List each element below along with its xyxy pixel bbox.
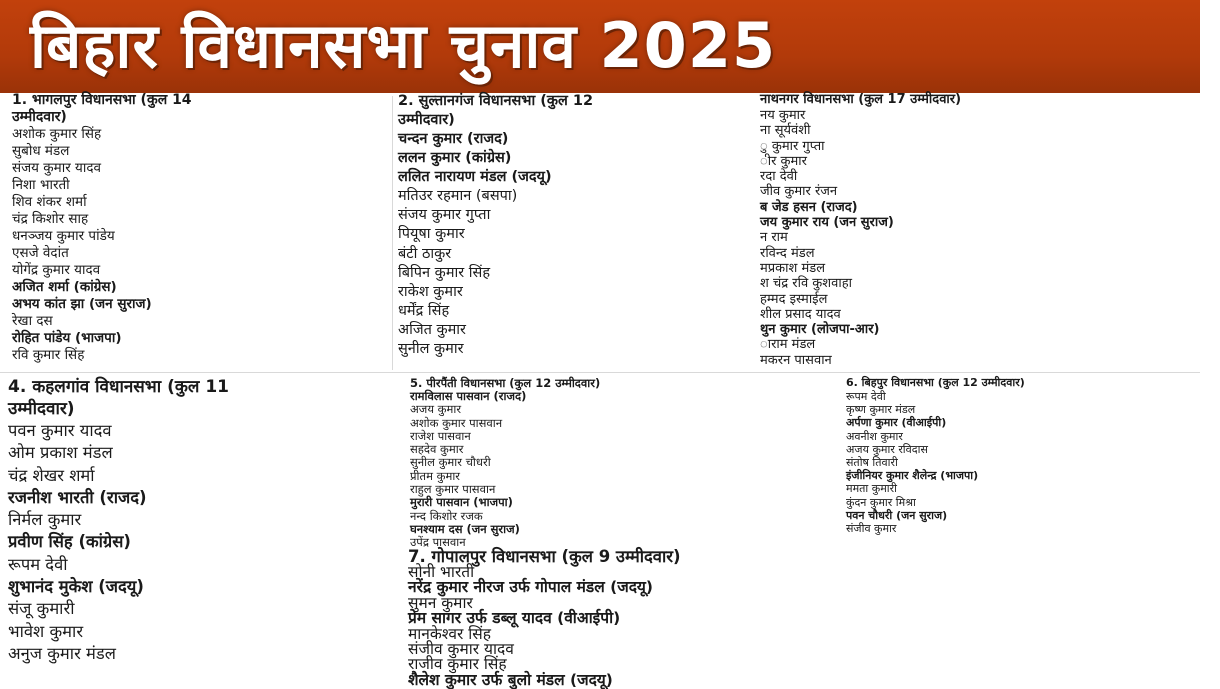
candidate-name: सुमन कुमार [408,593,473,612]
candidate-name: हम्मद इस्माईल [760,291,828,307]
candidate-name: अवनीश कुमार [846,429,903,443]
candidate-name: रजनीश भारती (राजद) [8,487,147,507]
candidate-name: ओम प्रकाश मंडल [8,443,113,463]
candidate-name: राजीव कुमार सिंह [408,655,507,674]
candidate-name: चंद्र शेखर शर्मा [8,465,95,485]
candidate-name: ीर कुमार [760,153,807,169]
candidate-name: प्रेम सागर उर्फ डब्लू यादव (वीआईपी) [408,609,621,628]
candidate-name: मप्रकाश मंडल [760,260,826,276]
candidate-name: संजीव कुमार यादव [408,640,514,659]
candidate-name: अर्पणा कुमार (वीआईपी) [846,416,947,430]
candidate-name: अशोक कुमार सिंह [12,126,102,142]
candidate-name: संजय कुमार यादव [12,160,102,176]
candidate-name: भावेश कुमार [8,621,84,641]
candidate-name: योगेंद्र कुमार यादव [12,262,101,278]
candidate-name: शील प्रसाद यादव [760,306,841,322]
candidate-name: रूपम देवी [846,390,886,403]
candidate-name: रविन्द मंडल [760,245,815,261]
candidate-name: सोनी भारती [408,563,475,581]
candidate-name: संजू कुमारी [8,599,75,619]
candidate-name: इंजीनियर कुमार शैलेन्द्र (भाजपा) [846,469,979,483]
candidate-name: राकेश कुमार [398,283,463,300]
candidate-name: संजय कुमार गुप्ता [398,207,491,224]
candidate-name: पवन चौधरी (जन सुराज) [846,508,948,522]
candidate-name: उपेंद्र पासवान [410,535,466,550]
constituency-block-nathnagar-wrap [760,92,1200,372]
candidate-name: निर्मल कुमार [8,510,82,530]
candidate-name: एसजे वेदांत [12,245,69,261]
candidate-name: प्रवीण सिंह (कांग्रेस) [8,532,131,552]
constituency-heading: 1. भागलपुर विधानसभा (कुल 14 [12,92,192,108]
candidate-name: राहुल कुमार पासवान [410,482,496,497]
candidate-name: ललन कुमार (कांग्रेस) [398,150,512,167]
candidate-name: रूपम देवी [8,554,68,574]
candidate-name: राजेश पासवान [410,428,471,443]
candidate-name: बंटी ठाकुर [398,245,452,262]
candidate-name: संतोष तिवारी [846,456,898,470]
candidate-name: शुभानंद मुकेश (जदयू) [8,577,144,597]
candidate-name: पियूषा कुमार [398,226,465,243]
constituency-heading: 2. सुल्तानगंज विधानसभा (कुल 12 [398,93,594,109]
banner-title: बिहार विधानसभा चुनाव 2025 [30,9,777,82]
candidate-name: नरेंद्र कुमार नीरज उर्फ गोपाल मंडल (जदयू) [408,578,654,597]
candidate-name: ाराम मंडल [760,337,816,353]
candidate-name: घनश्याम दस (जन सुराज) [410,521,520,536]
candidate-name: ब जेड हसन (राजद) [760,199,858,215]
candidate-name: अजित शर्मा (कांग्रेस) [12,279,117,295]
candidate-name: अनुज कुमार मंडल [8,643,116,663]
candidate-name: रदा देवी [760,169,798,185]
candidate-name: ममता कुमारी [846,482,897,496]
candidate-name: धर्मेंद्र सिंह [398,302,450,319]
candidate-name: जीव कुमार रंजन [760,184,838,200]
candidate-name: मतिउर रहमान (बसपा) [398,188,518,205]
candidate-name: ललित नारायण मंडल (जदयू) [398,169,552,186]
candidate-name: चंद्र किशोर साह [12,211,89,227]
candidate-name: नय कुमार [760,108,806,123]
row-divider [0,372,1200,373]
constituency-block-kahalgaon [8,376,406,675]
candidate-name: थुन कुमार (लोजपा-आर) [760,322,880,338]
candidate-name: अभय कांत झा (जन सुराज) [12,296,152,312]
candidate-name: पवन कुमार यादव [8,421,112,440]
constituency-block-bihpur [846,376,1200,551]
candidate-name: अजित कुमार [398,321,466,338]
constituency-heading: 4. कहलगांव विधानसभा (कुल 11 [8,377,229,397]
candidate-name: रोहित पांडेय (भाजपा) [12,330,122,346]
constituency-heading-cont: उम्मीदवार) [8,399,75,419]
candidate-name: श चंद्र रवि कुशवाहा [760,276,852,292]
candidate-name: कृष्ण कुमार मंडल [846,403,916,417]
constituency-block-bhagalpur [12,92,390,372]
constituency-block-sultanganj [398,92,760,372]
candidate-name: अजय कुमार [410,402,462,417]
banner [0,0,1200,93]
constituency-block-gopalpur [408,547,1200,689]
candidate-name: शैलेश कुमार उर्फ बुलो मंडल (जदयू) [408,670,613,689]
constituency-heading-cont: उम्मीदवार) [12,109,67,125]
candidate-name: संजीव कुमार [846,522,897,536]
constituency-block-pirpainti [410,376,835,551]
constituency-heading: 5. पीरपैंती विधानसभा (कुल 12 उम्मीदवार) [410,376,601,390]
candidate-name: सुनील कुमार चौधरी [410,455,491,470]
candidate-name: सुनील कुमार [398,341,464,358]
constituency-heading: 6. बिहपुर विधानसभा (कुल 12 उम्मीदवार) [846,376,1025,389]
candidate-name: सहदेव कुमार [410,442,464,457]
candidate-name: जय कुमार राय (जन सुराज) [760,215,894,231]
constituency-block-nathnagar [760,92,1220,368]
candidate-name: रवि कुमार सिंह [12,347,85,363]
candidate-name: धनञ्जय कुमार पांडेय [12,228,115,244]
candidate-name: रामविलास पासवान (राजद) [410,389,527,403]
candidate-name: बिपिन कुमार सिंह [398,264,491,281]
candidate-name: मुरारी पासवान (भाजपा) [410,495,513,510]
candidate-name: अशोक कुमार पासवान [410,415,503,430]
candidate-name: शिव शंकर शर्मा [12,194,87,210]
candidate-name: मकरन पासवान [760,352,832,368]
candidate-name: न राम [760,230,788,246]
candidate-name: सुबोध मंडल [12,143,70,159]
candidate-name: रेखा दस [12,313,53,329]
candidate-name: कुंदन कुमार मिश्रा [846,495,916,509]
column-divider [392,96,393,370]
constituency-heading: नाथनगर विधानसभा (कुल 17 उम्मीदवार) [760,92,962,107]
candidate-name: मानकेश्वर सिंह [408,624,491,643]
candidate-name: निशा भारती [12,177,70,193]
candidate-name: प्रीतम कुमार [410,468,461,483]
candidate-name: चन्दन कुमार (राजद) [398,131,509,147]
candidate-name: ु कुमार गुप्ता [760,138,825,154]
constituency-heading: 7. गोपालपुर विधानसभा (कुल 9 उम्मीदवार) [408,547,681,566]
candidate-name: ना सूर्यवंशी [760,123,811,139]
candidate-name: अजय कुमार रविदास [846,442,928,456]
constituency-heading-cont: उम्मीदवार) [398,112,455,128]
candidate-name: नन्द किशोर रजक [410,508,483,523]
